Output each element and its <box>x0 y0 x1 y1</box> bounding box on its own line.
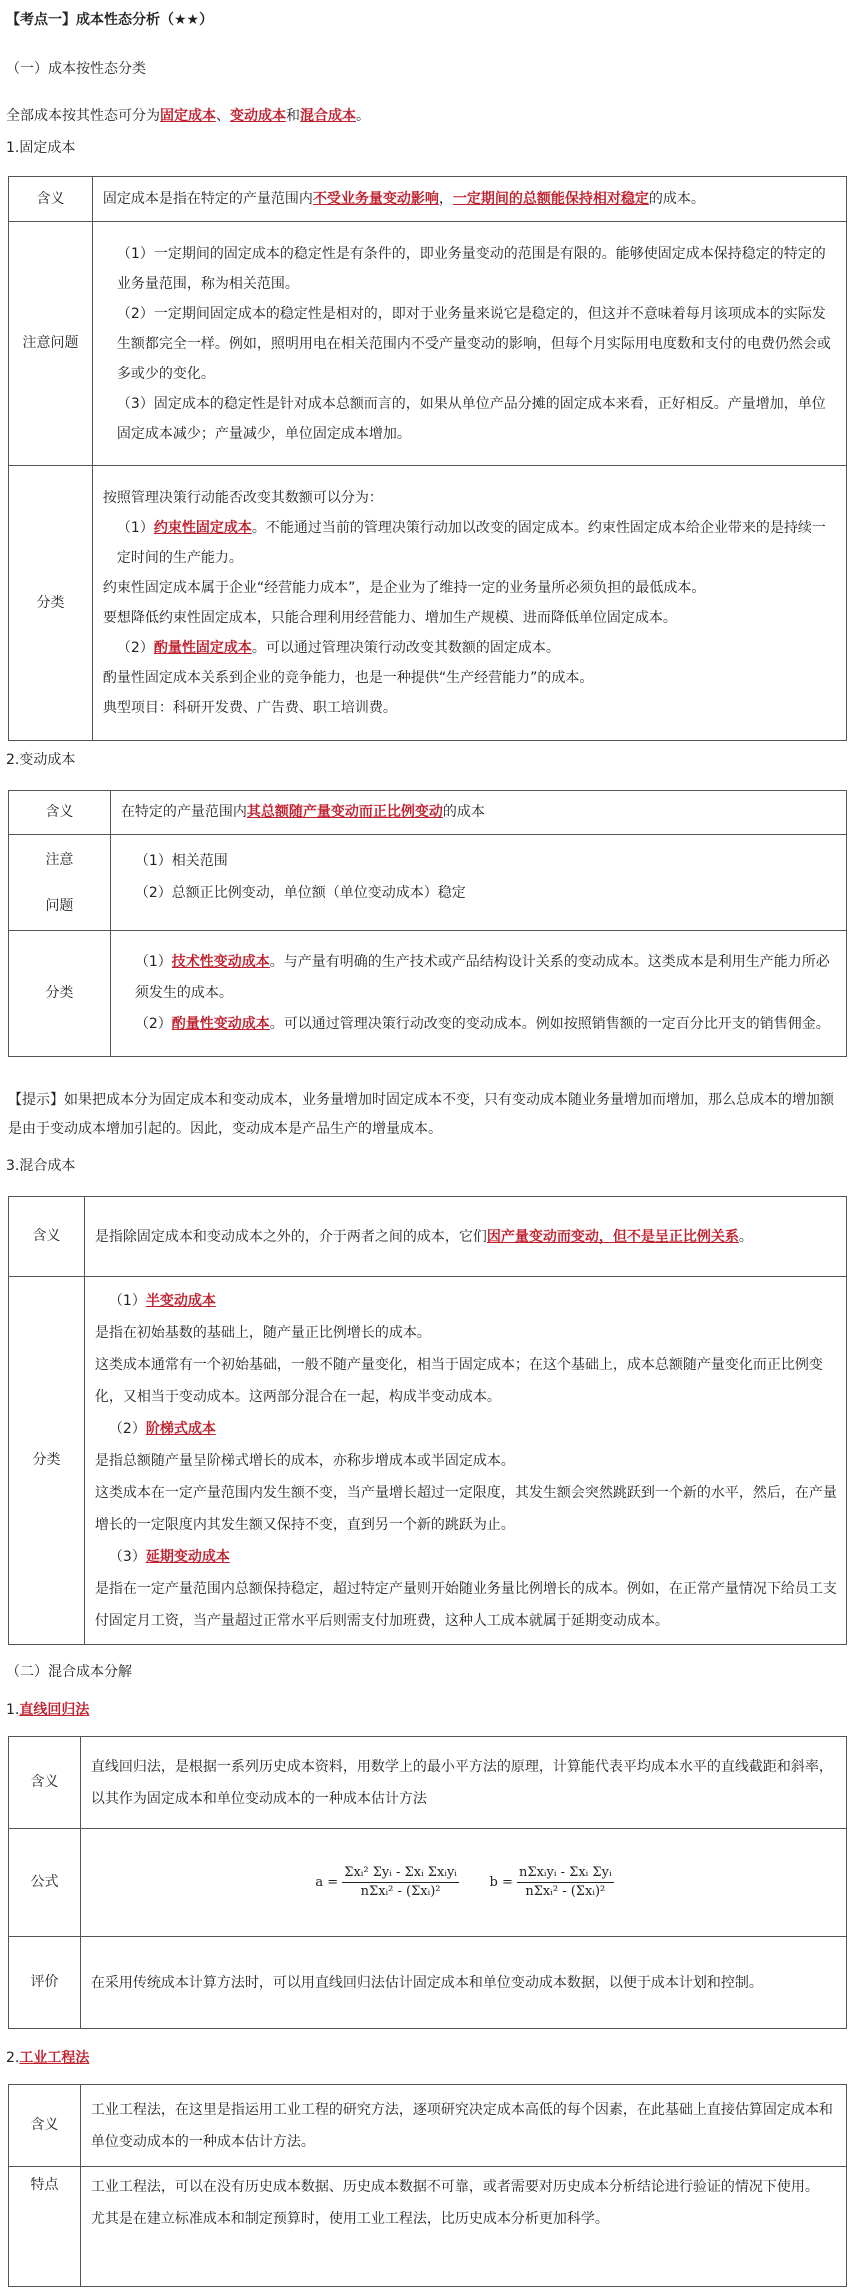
variable-meaning: 在特定的产量范围内其总额随产量变动而正比例变动的成本 <box>110 791 846 835</box>
engineering-meaning: 工业工程法，在这里是指运用工业工程的研究方法，逐项研究决定成本高低的每个因素，在此基础上直接估算固定成本和单位变动成本的一种成本估计方法。 <box>80 2085 846 2167</box>
regression-formula <box>80 1829 846 1937</box>
formula-a: a = $\frac{\text{Σxᵢ² Σyᵢ - Σxᵢ Σxᵢyᵢ}}{\text{nΣxᵢ² - (Σxᵢ)²}}$ <box>315 1865 457 1899</box>
committed-fixed-cost: （1）约束性固定成本。不能通过当前的管理决策行动加以改变的固定成本。约束性固定成本给企业带来的是持续一定时间的生产能力。 <box>116 520 826 566</box>
intro-text: 全部成本按其性态可分为固定成本、变动成本和混合成本。 <box>6 108 370 124</box>
mixed-cost-table <box>8 1196 847 1645</box>
label-meaning: 含义 <box>9 2085 81 2167</box>
label-feature: 特点 <box>9 2167 81 2287</box>
note-item: （2）总额正比例变动，单位额（单位变动成本）稳定 <box>134 885 466 901</box>
variable-notes <box>110 835 846 931</box>
engineering-feature: 工业工程法，可以在没有历史成本数据、历史成本数据不可靠，或者需要对历史成本分析结论进行验证的情况下使用。 尤其是在建立标准成本和制定预算时，使用工业工程法，比历史成本分析更加科学。 <box>80 2167 846 2287</box>
page-title: 【考点一】成本性态分析（★★） <box>6 12 214 28</box>
discretionary-fixed-cost: （2）酌量性固定成本。可以通过管理决策行动改变其数额的固定成本。 <box>116 640 560 656</box>
tip-text: 【提示】如果把成本分为固定成本和变动成本，业务量增加时固定成本不变，只有变动成本随业务量增加而增加，那么总成本的增加额是由于变动成本增加引起的。因此，变动成本是产品生产的增量成本。 <box>8 1092 834 1137</box>
heading-regression: 1.直线回归法 <box>6 1702 90 1718</box>
heading-industrial-engineering: 2.工业工程法 <box>6 2050 90 2066</box>
label-classification: 分类 <box>9 466 93 741</box>
section-title-decomposition: （二）混合成本分解 <box>6 1664 132 1680</box>
label-notes: 注意 问题 <box>9 835 111 931</box>
fixed-notes <box>92 222 846 466</box>
heading-mixed-cost: 3.混合成本 <box>6 1158 76 1174</box>
label-formula: 公式 <box>9 1829 81 1937</box>
mixed-meaning: 是指除固定成本和变动成本之外的，介于两者之间的成本，它们因产量变动而变动，但不是呈正比例关系。 <box>84 1197 846 1277</box>
semi-variable-title: （1）半变动成本 <box>108 1292 216 1309</box>
formula-b: b = $\frac{\text{nΣxᵢyᵢ - Σxᵢ Σyᵢ}}{\text{nΣxᵢ² - (Σxᵢ)²}}$ <box>489 1865 612 1899</box>
delayed-variable-title: （3）延期变动成本 <box>108 1548 230 1565</box>
section-title-classification: （一）成本按性态分类 <box>6 61 146 77</box>
label-classification: 分类 <box>9 931 111 1057</box>
note-item: （3）固定成本的稳定性是针对成本总额而言的，如果从单位产品分摊的固定成本来看，正好相反。产量增加，单位固定成本减少；产量减少，单位固定成本增加。 <box>116 395 826 442</box>
discretionary-variable-cost: （2）酌量性变动成本。可以通过管理决策行动改变的变动成本。例如按照销售额的一定百分比开支的销售佣金。 <box>134 1016 830 1032</box>
industrial-engineering-table <box>8 2084 847 2287</box>
fixed-cost-table <box>8 176 847 741</box>
label-classification: 分类 <box>9 1277 85 1645</box>
fixed-meaning: 固定成本是指在特定的产量范围内不受业务量变动影响，一定期间的总额能保持相对稳定的成本。 <box>92 177 846 222</box>
variable-classification <box>110 931 846 1057</box>
variable-cost-table <box>8 790 847 1057</box>
note-item: （2）一定期间固定成本的稳定性是相对的，即对于业务量来说它是稳定的，但这并不意味着每月该项成本的实际发生额都完全一样。例如，照明用电在相关范围内不受产量变动的影响，但每个月实际用电度数和支付的电费仍然会或多或少的变化。 <box>116 305 831 382</box>
mixed-classification: （1）半变动成本 是指在初始基数的基础上，随产量正比例增长的成本。 这类成本通常有一个初始基础，一般不随产量变化，相当于固定成本；在这个基础上，成本总额随产量变化而正比例变化，又相当于变动成本。这两部分混合在一起，构成半变动成本。 （2）阶梯式成本 是指总额随产量呈阶梯式增长的成本，亦称步增成本或半固定成本。 这类成本在一定产量范围内发生额不变，当产量增长超过一定限度，其发生额会突然跳跃到一个新的水平，然后，在产量增长的一定限度内其发生额又保持不变，直到另一个新的跳跃为止。 （3）延期变动成本 是指在一定产量范围内总额保持稳定，超过特定产量则开始随业务量比例增长的成本。例如，在正常产量情况下给员工支付固定月工资，当产量超过正常水平后则需支付加班费，这种人工成本就属于延期变动成本。 <box>84 1277 846 1645</box>
technical-variable-cost: （1）技术性变动成本。与产量有明确的生产技术或产品结构设计关系的变动成本。这类成本是利用生产能力所必须发生的成本。 <box>134 954 830 1001</box>
step-cost-title: （2）阶梯式成本 <box>108 1420 216 1437</box>
heading-fixed-cost: 1.固定成本 <box>6 140 76 156</box>
regression-evaluation: 在采用传统成本计算方法时，可以用直线回归法估计固定成本和单位变动成本数据，以便于成本计划和控制。 <box>80 1937 846 2029</box>
label-meaning: 含义 <box>9 1737 81 1829</box>
regression-meaning: 直线回归法，是根据一系列历史成本资料，用数学上的最小平方法的原理，计算能代表平均成本水平的直线截距和斜率，以其作为固定成本和单位变动成本的一种成本估计方法 <box>80 1737 846 1829</box>
label-meaning: 含义 <box>9 1197 85 1277</box>
fixed-classification: 按照管理决策行动能否改变其数额可以分为： （1）约束性固定成本。不能通过当前的管理决策行动加以改变的固定成本。约束性固定成本给企业带来的是持续一定时间的生产能力。 约束性固定成本属于企业“经营能力成本”，是企业为了维持一定的业务量所必须负担的最低成本。 要想降低约束性固定成本，只能合理利用经营能力、增加生产规模、进而降低单位固定成本。 （2）酌量性固定成本。可以通过管理决策行动改变其数额的固定成本。 酌量性固定成本关系到企业的竞争能力，也是一种提供“生产经营能力”的成本。 典型项目：科研开发费、广告费、职工培训费。 <box>92 466 846 741</box>
heading-variable-cost: 2.变动成本 <box>6 752 76 768</box>
label-notes: 注意问题 <box>9 222 93 466</box>
label-evaluation: 评价 <box>9 1937 81 2029</box>
note-item: （1）相关范围 <box>134 853 228 869</box>
label-meaning: 含义 <box>9 791 111 835</box>
note-item: （1）一定期间的固定成本的稳定性是有条件的，即业务量变动的范围是有限的。能够使固定成本保持稳定的特定的业务量范围，称为相关范围。 <box>116 245 826 292</box>
regression-table <box>8 1736 847 2029</box>
label-meaning: 含义 <box>9 177 93 222</box>
